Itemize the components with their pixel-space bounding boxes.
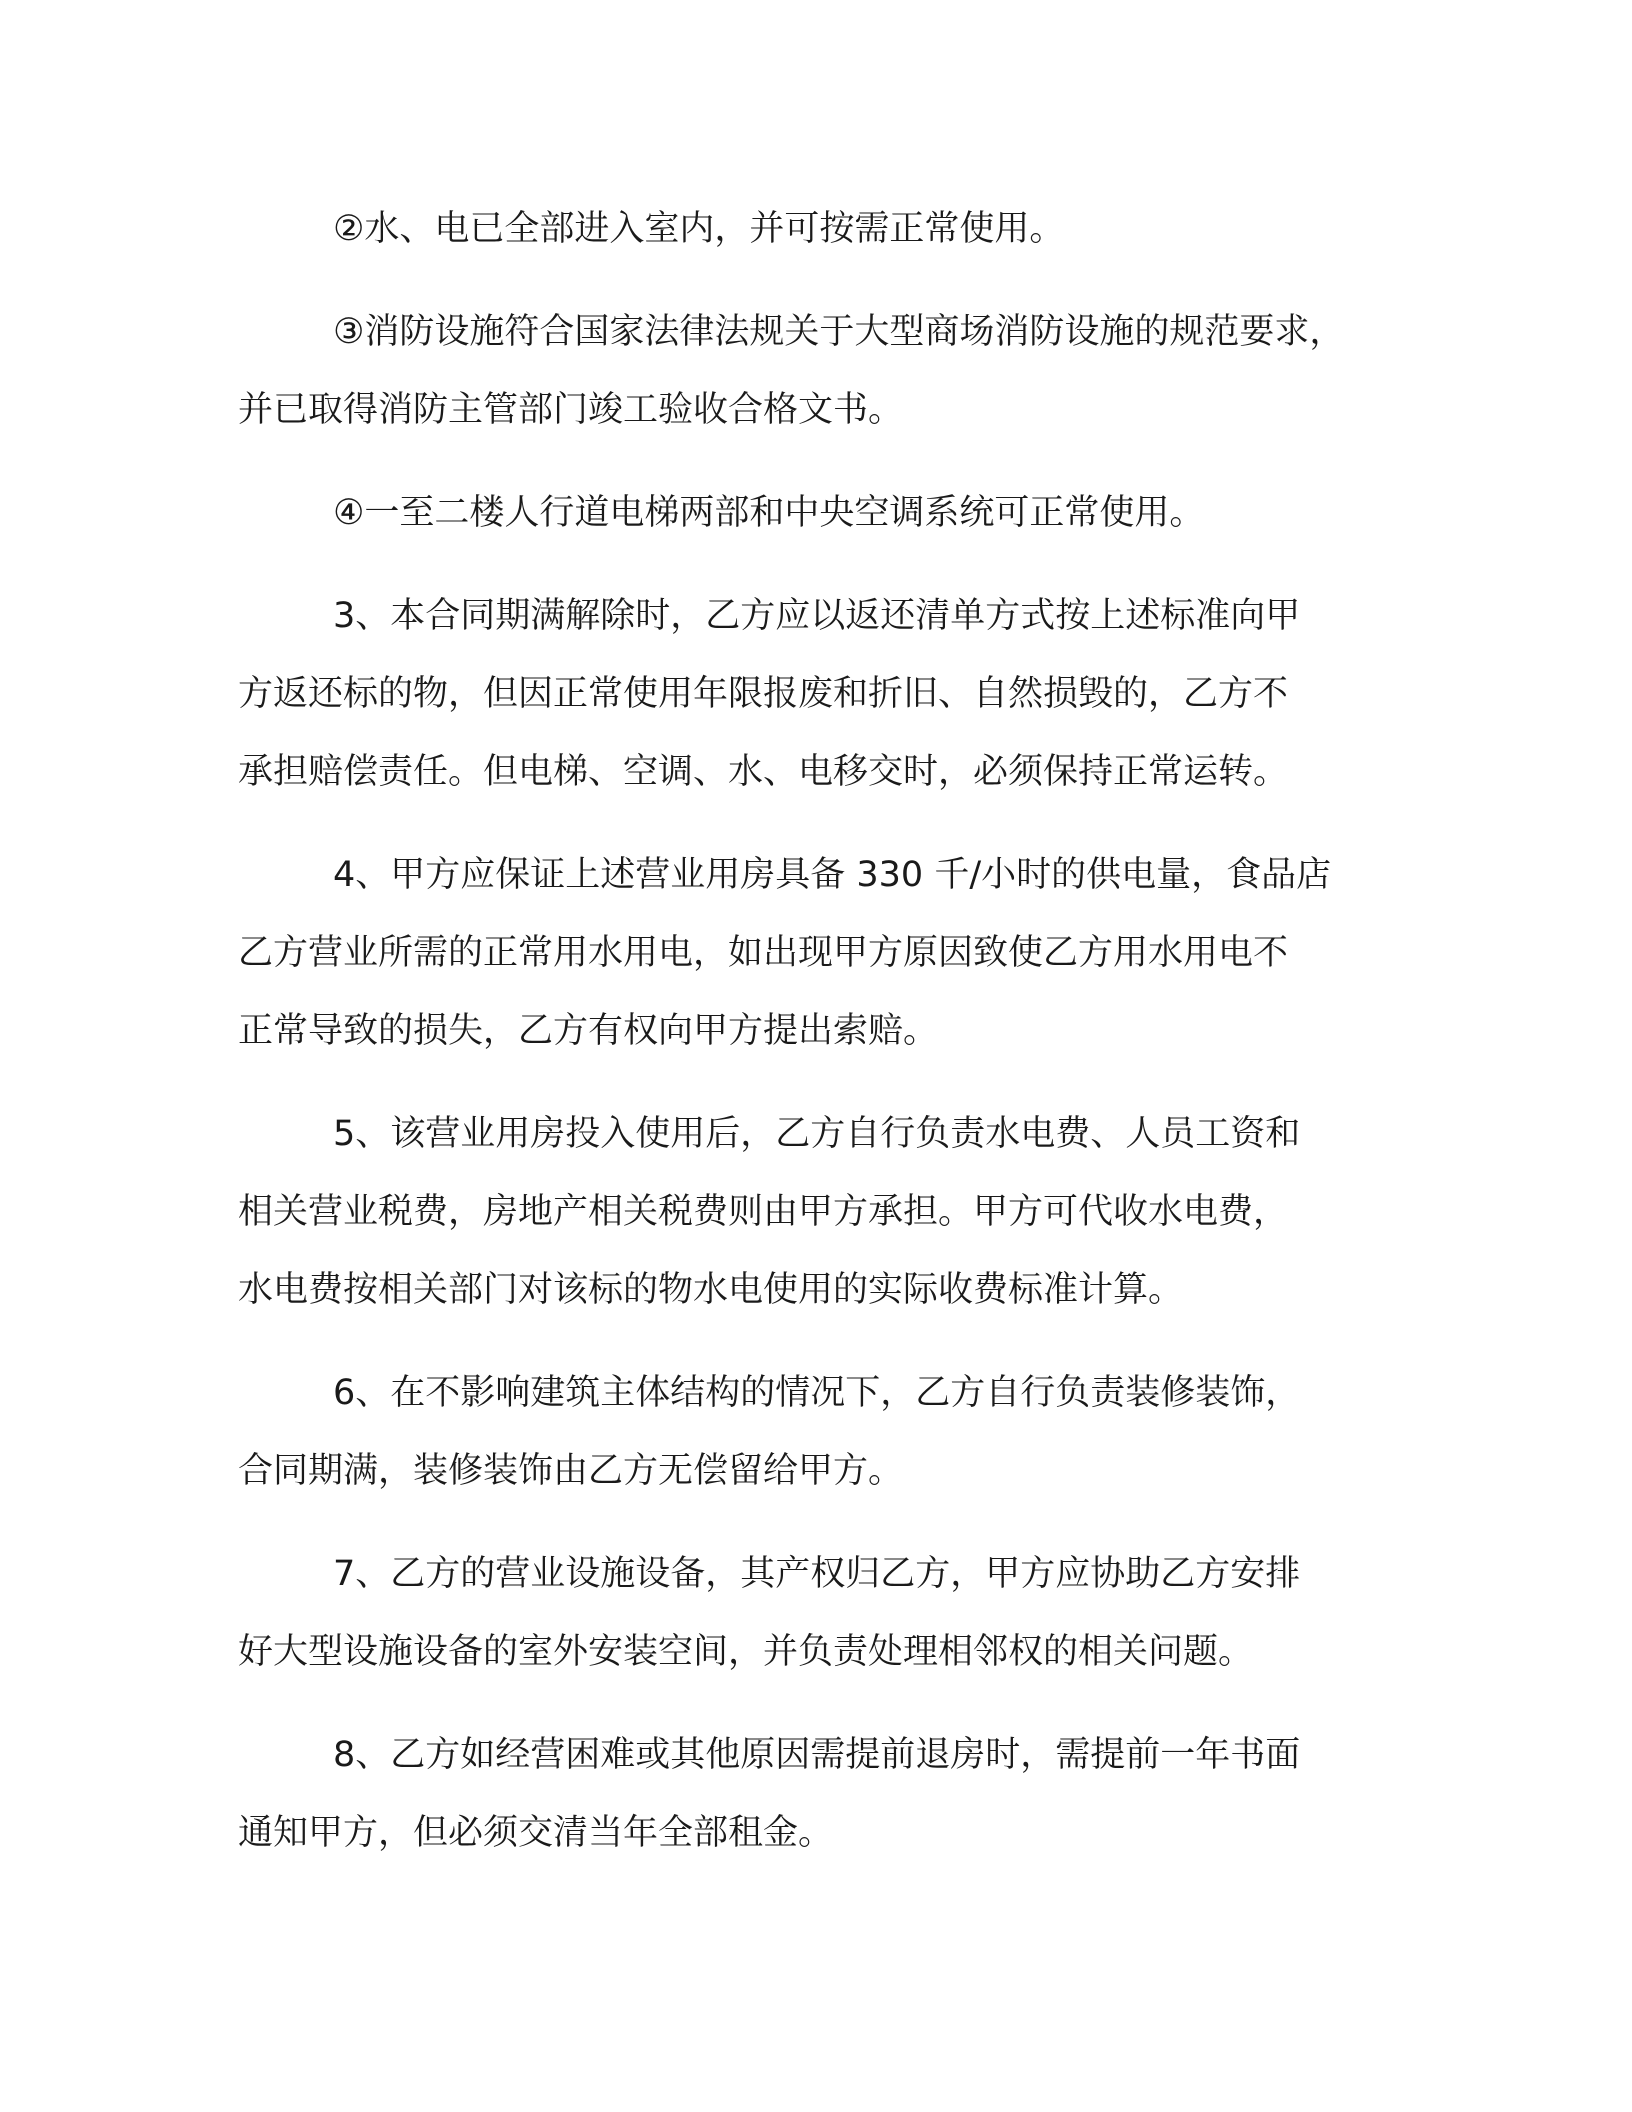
paragraph-spacer [238,1329,1398,1354]
paragraph-line: 合同期满，装修装饰由乙方无偿留给甲方。 [238,1451,904,1491]
paragraph-spacer [238,449,1398,474]
paragraph-line: 方返还标的物，但因正常使用年限报废和折旧、自然损毁的，乙方不 [238,674,1289,714]
paragraph-line: 并已取得消防主管部门竣工验收合格文书。 [238,390,904,430]
paragraph-clause-3 [238,577,1398,811]
paragraph-line: 相关营业税费，房地产相关税费则由甲方承担。甲方可代收水电费， [238,1192,1289,1232]
paragraph-line: 水电费按相关部门对该标的物水电使用的实际收费标准计算。 [238,1270,1184,1310]
paragraph-line: ②水、电已全部进入室内，并可按需正常使用。 [333,209,1065,249]
paragraph-line: 3、本合同期满解除时，乙方应以返还清单方式按上述标准向甲 [333,596,1301,636]
paragraph-line: 8、乙方如经营困难或其他原因需提前退房时，需提前一年书面 [333,1735,1301,1775]
paragraph-line: 4、甲方应保证上述营业用房具备 330 千/小时的供电量，食品店 [333,855,1332,895]
paragraph-line: ④一至二楼人行道电梯两部和中央空调系统可正常使用。 [333,493,1205,533]
paragraph-line: 乙方营业所需的正常用水用电，如出现甲方原因致使乙方用水用电不 [238,933,1289,973]
paragraph-line: 正常导致的损失，乙方有权向甲方提出索赔。 [238,1011,939,1051]
paragraph-line: 通知甲方，但必须交清当年全部租金。 [238,1813,834,1853]
paragraph-clause-7 [238,1535,1398,1691]
paragraph-spacer [238,1070,1398,1095]
paragraph-line: ③消防设施符合国家法律法规关于大型商场消防设施的规范要求， [333,312,1345,352]
paragraph-item-4 [238,474,1398,552]
paragraph-clause-4 [238,836,1398,1070]
paragraph-item-2 [238,190,1398,268]
paragraph-line: 7、乙方的营业设施设备，其产权归乙方，甲方应协助乙方安排 [333,1554,1301,1594]
paragraph-spacer [238,268,1398,293]
paragraph-spacer [238,811,1398,836]
paragraph-line: 好大型设施设备的室外安装空间，并负责处理相邻权的相关问题。 [238,1632,1254,1672]
paragraph-line: 5、该营业用房投入使用后，乙方自行负责水电费、人员工资和 [333,1114,1301,1154]
paragraph-line: 承担赔偿责任。但电梯、空调、水、电移交时，必须保持正常运转。 [238,752,1289,792]
paragraph-spacer [238,1510,1398,1535]
paragraph-clause-6 [238,1354,1398,1510]
paragraph-line: 6、在不影响建筑主体结构的情况下，乙方自行负责装修装饰， [333,1373,1301,1413]
document-body [238,190,1398,1872]
paragraph-clause-5 [238,1095,1398,1329]
paragraph-item-3 [238,293,1398,449]
paragraph-spacer [238,552,1398,577]
paragraph-clause-8 [238,1716,1398,1872]
paragraph-spacer [238,1691,1398,1716]
